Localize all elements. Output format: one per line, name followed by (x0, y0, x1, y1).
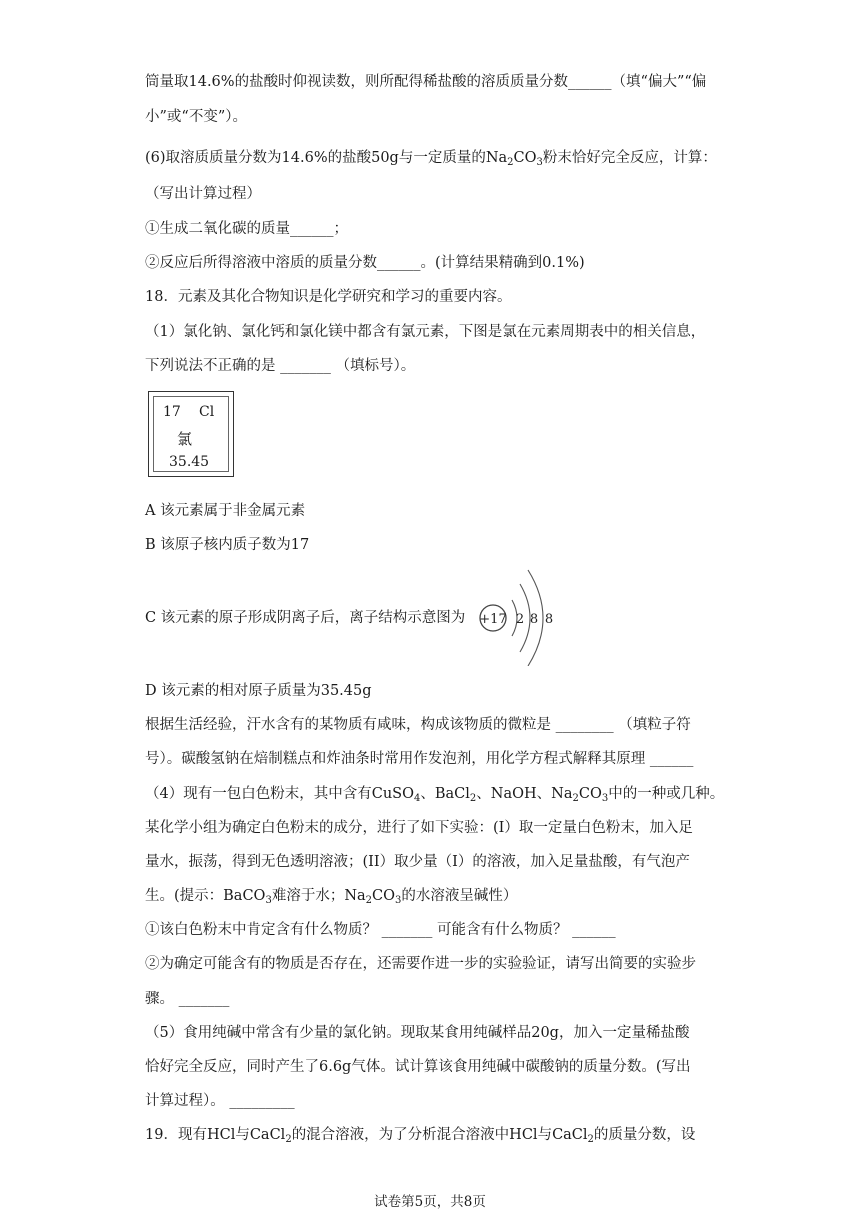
text: （写出计算过程） (145, 186, 261, 202)
text-line (145, 886, 725, 906)
subscript: 2 (365, 895, 373, 906)
question-19 (145, 1125, 725, 1145)
shell-electrons-2: 8 (529, 612, 539, 627)
text: 的水溶液呈碱性） (401, 888, 518, 904)
text: CO (372, 888, 396, 904)
sub-question-1 (145, 219, 725, 239)
text-line (145, 72, 725, 92)
text-line (145, 1023, 725, 1043)
text: (6)取溶质质量分数为14.6%的盐酸50g与一定质量的Na (145, 150, 508, 166)
text: C 该元素的原子形成阴离子后，离子结构示意图为 (145, 610, 466, 626)
subscript: 2 (469, 793, 477, 804)
text-line (145, 852, 725, 872)
text-line (145, 920, 725, 940)
text: 、NaOH、Na (476, 786, 573, 802)
question-6 (145, 148, 725, 168)
text-line (145, 184, 725, 204)
text-line (145, 954, 725, 974)
text: 骤。 _______ (145, 991, 230, 1007)
subscript: 4 (413, 793, 421, 804)
text: 生。(提示：BaCO (145, 888, 266, 904)
atomic-number: 17 (163, 404, 181, 420)
subscript: 2 (507, 157, 514, 168)
text: （1）氯化钠、氯化钙和氯化镁中都含有氯元素，下图是氯在元素周期表中的相关信息， (145, 324, 706, 340)
text: 计算过程）。 _________ (145, 1093, 295, 1109)
text: 、BaCl (420, 786, 470, 802)
text: 号）。碳酸氢钠在焙制糕点和炸油条时常用作发泡剂，用化学方程式解释其原理 ______ (145, 751, 694, 767)
option-c (145, 608, 725, 628)
subscript: 2 (587, 1134, 594, 1145)
text-line (145, 784, 725, 804)
text-line (145, 715, 725, 735)
text: ①该白色粉末中肯定含有什么物质？ _______ 可能含有什么物质？ ______ (145, 922, 616, 938)
text: 根据生活经验，汗水含有的某物质有咸味，构成该物质的微粒是 ________ （填粒子符 (145, 717, 691, 733)
text-line (145, 322, 725, 342)
text: 某化学小组为确定白色粉末的成分，进行了如下实验：(I）取一定量白色粉末，加入足 (145, 820, 693, 836)
subscript: 3 (265, 895, 272, 906)
nucleus-charge: +17 (479, 612, 507, 627)
element-symbol: Cl (199, 404, 215, 420)
text-line (145, 107, 725, 127)
option-a (145, 501, 725, 521)
text: 下列说法不正确的是 _______ （填标号）。 (145, 358, 416, 374)
option-d (145, 681, 725, 701)
ion-structure-diagram (476, 562, 566, 666)
subscript: 2 (572, 793, 579, 804)
text: 的混合溶液，为了分析混合溶液中HCl与CaCl (291, 1127, 588, 1143)
text: A 该元素属于非金属元素 (145, 503, 306, 519)
sub-question-2 (145, 253, 725, 273)
text: ②反应后所得溶液中溶质的质量分数______。(计算结果精确到0.1%) (145, 255, 585, 271)
text: 筒量取14.6%的盐酸时仰视读数，则所配得稀盐酸的溶质质量分数______（填“偏大”“偏 (145, 74, 707, 90)
text: （4）现有一包白色粉末，其中含有CuSO (145, 786, 414, 802)
text-line (145, 1057, 725, 1077)
text: 粉末恰好完全反应，计算： (542, 150, 717, 166)
text: 中的一种或几种。 (608, 786, 725, 802)
text: B 该原子核内质子数为17 (145, 537, 310, 553)
text-line (145, 818, 725, 838)
subscript: 3 (395, 895, 402, 906)
text: 难溶于水；Na (271, 888, 366, 904)
text: 量水，振荡，得到无色透明溶液；(II）取少量（I）的溶液，加入足量盐酸，有气泡产 (145, 854, 690, 870)
text: 19．现有HCl与CaCl (145, 1127, 286, 1143)
text-line (145, 1091, 725, 1111)
text: CO (578, 786, 602, 802)
text: ②为确定可能含有的物质是否存在，还需要作进一步的实验验证，请写出简要的实验步 (145, 956, 696, 972)
text: 18．元素及其化合物知识是化学研究和学习的重要内容。 (145, 289, 512, 305)
text: ①生成二氧化碳的质量______； (145, 221, 348, 237)
atomic-mass: 35.45 (169, 454, 210, 470)
text-line (145, 989, 725, 1009)
option-b (145, 535, 725, 555)
subscript: 3 (536, 157, 543, 168)
element-name: 氯 (177, 430, 193, 448)
page-footer: 试卷第5页，共8页 (374, 1194, 486, 1210)
shell-electrons-3: 8 (544, 612, 554, 627)
question-18-title (145, 287, 725, 307)
text: 恰好完全反应，同时产生了6.6g气体。试计算该食用纯碱中碳酸钠的质量分数。(写出 (145, 1059, 691, 1075)
periodic-table-cell (148, 391, 234, 477)
text: 的质量分数，设 (593, 1127, 696, 1143)
text-line (145, 749, 725, 769)
text: （5）食用纯碱中常含有少量的氯化钠。现取某食用纯碱样品20g，加入一定量稀盐酸 (145, 1025, 690, 1041)
text: CO (513, 150, 537, 166)
text: D 该元素的相对原子质量为35.45g (145, 683, 372, 699)
shell-electrons-1: 2 (515, 612, 525, 627)
text-line (145, 356, 725, 376)
text: 小”或“不变”）。 (145, 109, 247, 125)
subscript: 3 (601, 793, 609, 804)
subscript: 2 (285, 1134, 292, 1145)
